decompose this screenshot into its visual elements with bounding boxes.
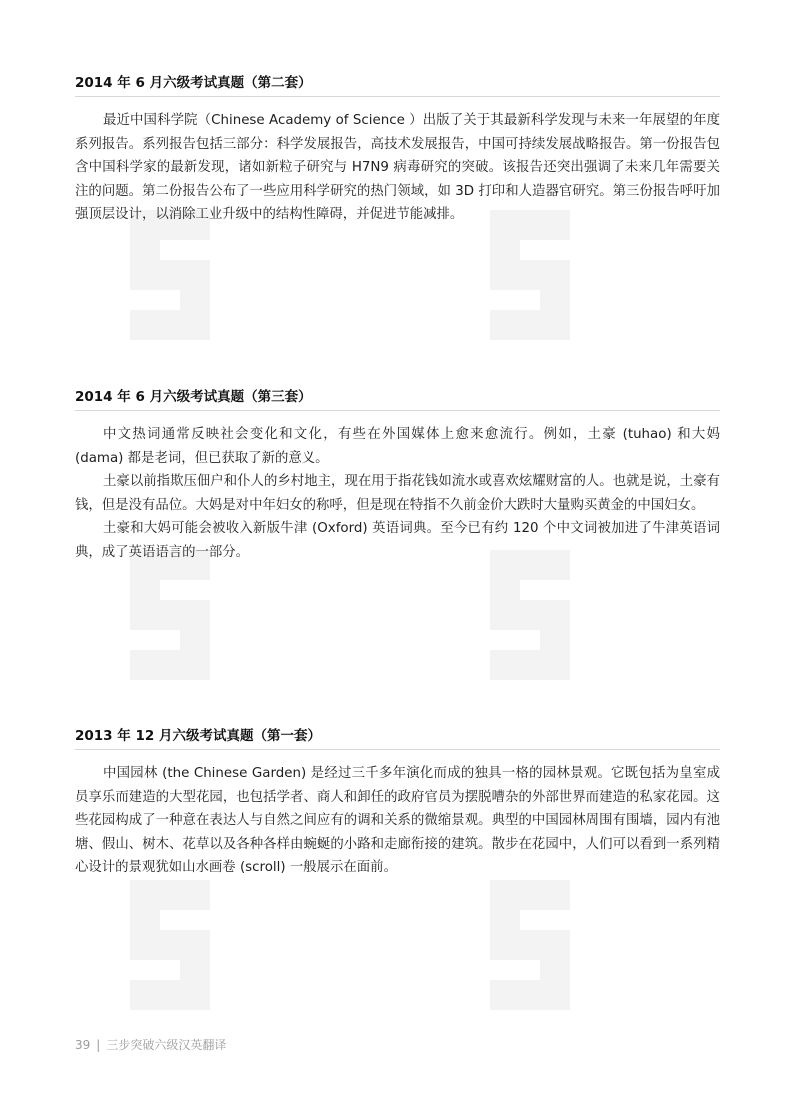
section-title: 2013 年 12 月六级考试真题（第一套）: [75, 727, 720, 750]
section-2014-june-set3: [75, 388, 720, 564]
page-footer: [75, 1036, 226, 1053]
page-number: 39: [75, 1038, 91, 1052]
book-title: 三步突破六级汉英翻译: [106, 1038, 227, 1052]
paragraph: 中国园林 (the Chinese Garden) 是经过三千多年演化而成的独具一格的园林景观。它既包括为皇室成员享乐而建造的大型花园，也包括学者、商人和卸任的政府官员为摆脱嘈杂的外部世界而建造的私家花园。这些花园构成了一种意在表达人与自然之间应有的调和关系的微缩景观。典型的中国园林周围有围墙，园内有池塘、假山、树木、花草以及各种各样由蜿蜒的小路和走廊衔接的建筑。散步在花园中，人们可以看到一系列精心设计的景观犹如山水画卷 (scroll) 一般展示在面前。: [75, 766, 720, 875]
section-title: 2014 年 6 月六级考试真题（第二套）: [75, 74, 720, 97]
footer-separator: |: [96, 1038, 101, 1052]
section-title: 2014 年 6 月六级考试真题（第三套）: [75, 388, 720, 411]
paragraph: 最近中国科学院（Chinese Academy of Science ）出版了关于其最新科学发现与未来一年展望的年度系列报告。系列报告包括三部分：科学发展报告，高技术发展报告，中国可持续发展战略报告。第一份报告包含中国科学家的最新发现，诸如新粒子研究与 H7N9 病毒研究的突破。该报告还突出强调了未来几年需要关注的问题。第二份报告公布了一些应用科学研究的热门领域，如 3D 打印和人造器官研究。第三份报告呼吁加强顶层设计，以消除工业升级中的结构性障碍，并促进节能减排。: [75, 113, 720, 222]
section-2013-dec-set1: [75, 727, 720, 880]
paragraph: 中文热词通常反映社会变化和文化，有些在外国媒体上愈来愈流行。例如，土豪 (tuhao) 和大妈 (dama) 都是老词，但已获取了新的意义。: [75, 427, 720, 466]
paragraph: 土豪以前指欺压佃户和仆人的乡村地主，现在用于指花钱如流水或喜欢炫耀财富的人。也就是说，土豪有钱，但是没有品位。大妈是对中年妇女的称呼，但是现在特指不久前金价大跌时大量购买黄金的中国妇女。: [75, 474, 720, 513]
watermark-icon: [470, 870, 590, 1020]
paragraph: 土豪和大妈可能会被收入新版牛津 (Oxford) 英语词典。至今已有约 120 个中文词被加进了牛津英语词典，成了英语语言的一部分。: [75, 521, 720, 560]
watermark-icon: [110, 870, 230, 1020]
section-2014-june-set2: [75, 74, 720, 227]
